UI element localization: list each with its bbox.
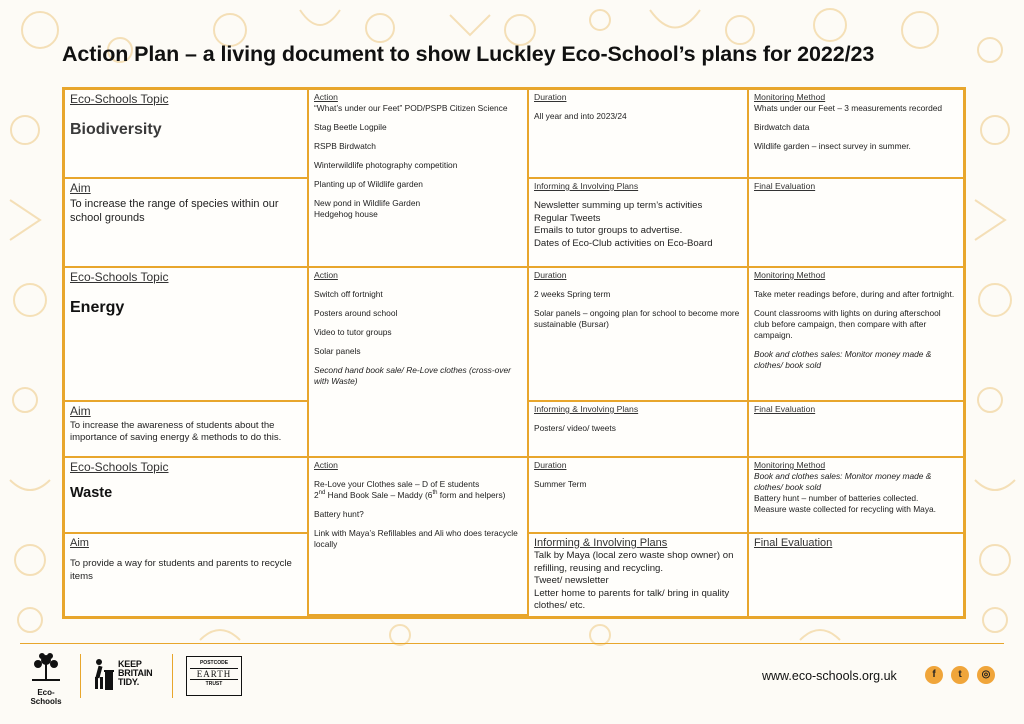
page-title: Action Plan – a living document to show Luckley Eco-School’s plans for 2022/23 — [62, 42, 875, 66]
informing-heading: Informing & Involving Plans — [534, 404, 639, 414]
informing-item: Regular Tweets — [534, 212, 601, 224]
informing-heading: Informing & Involving Plans — [534, 537, 668, 549]
action-item: Battery hunt? — [314, 509, 364, 520]
topic-cell-biodiversity — [65, 90, 309, 179]
topic-heading: Eco-Schools Topic — [70, 270, 169, 284]
action-cell-waste — [309, 458, 529, 616]
action-item: Re-Love your Clothes sale – D of E students — [314, 479, 480, 490]
instagram-icon[interactable]: ◎ — [977, 666, 995, 684]
monitoring-heading: Monitoring Method — [754, 460, 826, 470]
monitoring-item: Book and clothes sales: Monitor money made & clothes/ book sold — [754, 471, 932, 493]
action-item: Solar panels — [314, 345, 361, 356]
action-plan-table — [62, 87, 966, 619]
duration-text: All year and into 2023/24 — [534, 111, 627, 122]
eco-schools-caption: Eco-Schools — [30, 688, 62, 706]
informing-cell-biodiversity — [529, 179, 749, 268]
action-item: Second hand book sale/ Re-Love clothes (cross-over with Waste) — [314, 364, 511, 386]
evaluation-cell-waste — [749, 534, 963, 616]
informing-cell-energy — [529, 402, 749, 458]
topic-heading: Eco-Schools Topic — [70, 460, 169, 474]
informing-item: Newsletter summing up term’s activities — [534, 200, 703, 212]
evaluation-cell-biodiversity — [749, 179, 963, 268]
duration-heading: Duration — [534, 92, 567, 102]
action-item: Link with Maya’s Refillables and Ali who does teracycle locally — [314, 527, 518, 549]
aim-heading: Aim — [70, 404, 91, 418]
tree-icon — [28, 652, 64, 682]
action-heading: Action — [314, 460, 338, 470]
informing-item: Posters/ video/ tweets — [534, 423, 616, 434]
monitoring-item: Birdwatch data — [754, 122, 810, 133]
monitoring-item: Measure waste collected for recycling with Maya. — [754, 503, 936, 514]
action-item: Stag Beetle Logpile — [314, 122, 387, 133]
aim-text: To increase the awareness of students about the importance of saving energy & methods to do this. — [70, 419, 282, 443]
informing-item: Letter home to parents for talk/ bring in quality clothes/ etc. — [534, 587, 730, 612]
aim-heading: Aim — [70, 537, 89, 549]
informing-item: Tweet/ newsletter — [534, 575, 609, 587]
topic-heading: Eco-Schools Topic — [70, 92, 169, 106]
monitoring-heading: Monitoring Method — [754, 270, 826, 280]
monitoring-item: Book and clothes sales: Monitor money made & clothes/ book sold — [754, 348, 932, 370]
duration-cell-energy — [529, 268, 749, 402]
monitoring-item: Wildlife garden – insect survey in summer. — [754, 141, 911, 152]
monitoring-cell-energy — [749, 268, 963, 402]
monitoring-cell-waste — [749, 458, 963, 534]
duration-cell-biodiversity — [529, 90, 749, 179]
duration-heading: Duration — [534, 270, 567, 280]
tidyman-icon — [92, 658, 114, 692]
topic-name: Energy — [70, 298, 125, 316]
duration-item: Solar panels – ongoing plan for school to become more sustainable (Bursar) — [534, 308, 740, 330]
evaluation-heading: Final Evaluation — [754, 404, 816, 414]
informing-item: Dates of Eco-Club activities on Eco-Board — [534, 237, 713, 249]
duration-text: Summer Term — [534, 479, 587, 490]
aim-cell-waste — [65, 534, 309, 616]
action-heading: Action — [314, 92, 338, 102]
aim-cell-biodiversity — [65, 179, 309, 268]
aim-cell-energy — [65, 402, 309, 458]
monitoring-item: Battery hunt – number of batteries collected. — [754, 493, 919, 504]
monitoring-heading: Monitoring Method — [754, 92, 826, 102]
pet-line-1: POSTCODE — [199, 660, 229, 666]
kbt-text: KEEP BRITAIN TIDY. — [118, 659, 153, 687]
monitoring-item: Take meter readings before, during and after fortnight. — [754, 289, 955, 300]
topic-cell-waste — [65, 458, 309, 534]
pet-line-2: EARTH — [190, 668, 238, 680]
logo-divider — [172, 654, 173, 698]
aim-text: To increase the range of species within our school grounds — [70, 197, 279, 224]
website-link[interactable]: www.eco-schools.org.uk — [762, 669, 897, 683]
postcode-earth-trust-logo — [186, 656, 242, 696]
action-item: Winterwildlife photography competition — [314, 159, 458, 170]
evaluation-heading: Final Evaluation — [754, 181, 816, 191]
action-item: 2nd Hand Book Sale – Maddy (6th form and helpers) — [314, 490, 506, 501]
topic-name: Waste — [70, 484, 113, 501]
action-cell-biodiversity — [309, 90, 529, 268]
evaluation-heading: Final Evaluation — [754, 537, 833, 549]
informing-item: Emails to tutor groups to advertise. — [534, 225, 683, 237]
duration-heading: Duration — [534, 460, 567, 470]
aim-text: To provide a way for students and parents to recycle items — [70, 558, 292, 582]
duration-cell-waste — [529, 458, 749, 534]
footer — [0, 648, 1024, 724]
logo-divider — [80, 654, 81, 698]
pet-line-3: TRUST — [205, 681, 223, 687]
duration-item: 2 weeks Spring term — [534, 289, 611, 300]
evaluation-cell-energy — [749, 402, 963, 458]
action-item: Switch off fortnight — [314, 289, 383, 300]
action-cell-energy — [309, 268, 529, 458]
aim-heading: Aim — [70, 181, 91, 195]
footer-divider — [20, 643, 1004, 644]
action-heading: Action — [314, 270, 338, 280]
action-item: New pond in Wildlife Garden — [314, 197, 421, 208]
action-item: Posters around school — [314, 308, 398, 319]
topic-cell-energy — [65, 268, 309, 402]
monitoring-item: Whats under our Feet – 3 measurements recorded — [754, 103, 943, 114]
keep-britain-tidy-logo — [92, 658, 162, 697]
monitoring-item: Count classrooms with lights on during afterschool club before campaign, then compare with after campaign. — [754, 308, 941, 340]
informing-item: Talk by Maya (local zero waste shop owner) on refilling, reusing and recycling. — [534, 550, 734, 574]
action-item: “What’s under our Feet” POD/PSPB Citizen Science — [314, 103, 508, 114]
informing-heading: Informing & Involving Plans — [534, 181, 639, 191]
action-item: Video to tutor groups — [314, 327, 392, 338]
action-item: Planting up of Wildlife garden — [314, 178, 423, 189]
informing-cell-waste — [529, 534, 749, 616]
eco-schools-logo — [22, 652, 70, 706]
topic-name: Biodiversity — [70, 120, 162, 138]
action-item: Hedgehog house — [314, 208, 378, 219]
twitter-icon[interactable]: t — [951, 666, 969, 684]
facebook-icon[interactable]: f — [925, 666, 943, 684]
action-item: RSPB Birdwatch — [314, 141, 376, 152]
monitoring-cell-biodiversity — [749, 90, 963, 179]
